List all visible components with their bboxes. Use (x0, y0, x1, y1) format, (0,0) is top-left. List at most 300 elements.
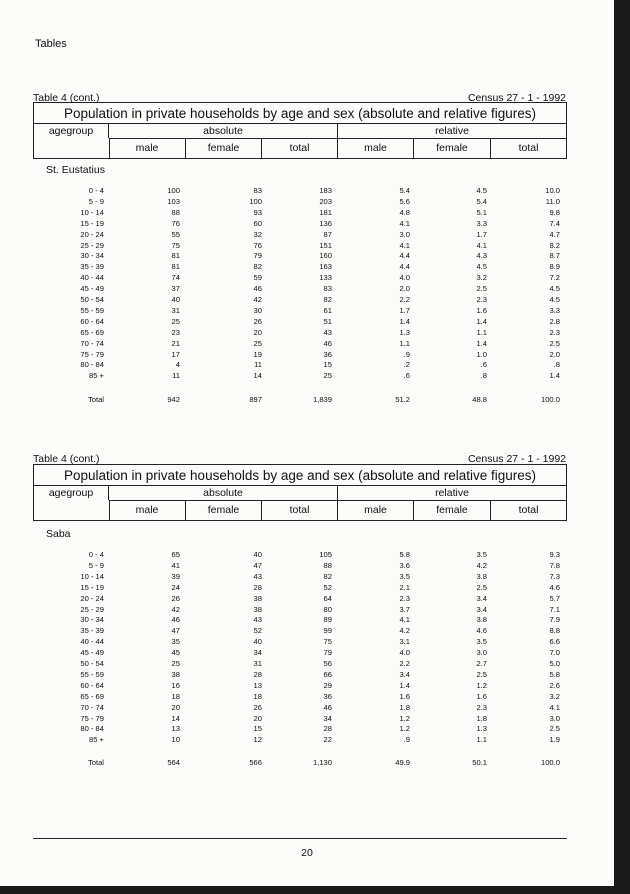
value-cell: 81 (171, 251, 180, 261)
value-cell: 43 (253, 615, 262, 625)
value-cell: 74 (171, 273, 180, 283)
value-cell: 26 (253, 702, 262, 712)
value-cell: 1.2 (399, 724, 410, 734)
value-cell: 4.1 (399, 615, 410, 625)
value-cell: 2.0 (399, 284, 410, 294)
value-cell: 47 (253, 560, 262, 570)
value-cell: 1.1 (399, 338, 410, 348)
value-cell: 82 (323, 295, 332, 304)
value-cell: 183 (319, 186, 332, 195)
value-cell: 82 (323, 571, 332, 581)
subcol-male: male (109, 138, 186, 158)
value-cell: 5.4 (476, 196, 487, 206)
census-date: Census 27 - 1 - 1992 (467, 92, 566, 104)
value-cell: 1.7 (476, 229, 487, 239)
value-cell: 28 (323, 724, 332, 734)
value-cell: 4.4 (399, 251, 410, 261)
value-cell: 21 (171, 338, 180, 348)
value-cell: 3.0 (549, 713, 560, 723)
value-cell: 20 (253, 327, 262, 337)
value-cell: 4.0 (399, 648, 410, 658)
age-group-cell: 20 - 24 (80, 229, 104, 239)
table-row (0, 262, 614, 273)
value-cell: 17 (171, 349, 180, 359)
table-row (0, 583, 614, 594)
value-cell: 4.7 (549, 229, 560, 239)
value-cell: 11 (254, 360, 262, 370)
table-row (0, 594, 614, 605)
value-cell: 2.3 (476, 702, 487, 712)
value-cell: 3.0 (476, 648, 487, 658)
value-cell: 50.1 (472, 758, 487, 767)
value-cell: 38 (171, 669, 180, 679)
value-cell: 8.7 (549, 251, 560, 261)
col-relative: relative (435, 125, 469, 137)
census-date: Census 27 - 1 - 1992 (467, 453, 566, 465)
value-cell: 3.2 (549, 691, 560, 701)
col-absolute: absolute (109, 124, 338, 138)
value-cell: 39 (171, 571, 180, 581)
age-group-cell: 35 - 39 (80, 262, 104, 272)
col-agegroup: agegroup (34, 486, 109, 500)
value-cell: 13 (253, 680, 262, 690)
value-cell: 49.9 (395, 758, 410, 767)
value-cell: 31 (171, 305, 180, 315)
value-cell: 80 (323, 604, 332, 614)
value-cell: 133 (319, 273, 332, 283)
value-cell: 1.4 (399, 316, 410, 326)
value-cell: 3.2 (476, 273, 487, 283)
value-cell: 3.0 (399, 229, 410, 239)
subcol-rel-female: female (414, 500, 491, 520)
value-cell: 1.6 (399, 691, 410, 701)
value-cell: 136 (319, 218, 332, 228)
page-number: 20 (301, 847, 313, 859)
value-cell: 1.4 (399, 680, 410, 690)
value-cell: 37 (171, 284, 180, 294)
value-cell: 2.3 (549, 327, 560, 337)
value-cell: 1.2 (476, 680, 487, 690)
table-row (0, 241, 614, 252)
value-cell: 87 (323, 229, 332, 239)
col-absolute: absolute (109, 486, 338, 500)
value-cell: 24 (171, 582, 180, 592)
table-row (0, 230, 614, 241)
age-group-cell: 25 - 29 (80, 604, 104, 614)
table-row (0, 273, 614, 284)
value-cell: 5.8 (549, 669, 560, 679)
age-group-cell: 65 - 69 (80, 691, 104, 701)
value-cell: .8 (480, 371, 487, 381)
table-row (0, 550, 614, 561)
value-cell: 5.6 (399, 196, 410, 206)
value-cell: 1.0 (476, 349, 487, 359)
value-cell: 566 (249, 758, 262, 767)
value-cell: 22 (323, 735, 332, 745)
value-cell: 1.8 (399, 702, 410, 712)
value-cell: 8.8 (549, 626, 560, 636)
table-row (0, 714, 614, 725)
value-cell: 14 (171, 713, 180, 723)
table-row (0, 360, 614, 371)
value-cell: 1,130 (312, 758, 332, 767)
col-agegroup: agegroup (34, 124, 109, 138)
value-cell: 38 (253, 604, 262, 614)
value-cell: 5.7 (549, 593, 560, 603)
value-cell: 4.2 (399, 626, 410, 636)
value-cell: 52 (323, 582, 332, 592)
age-group-cell: 30 - 34 (80, 615, 104, 625)
value-cell: 31 (253, 659, 262, 668)
value-cell: 181 (319, 207, 332, 217)
subcol-rel-total: total (518, 504, 539, 516)
value-cell: 64 (323, 593, 332, 603)
table-row (0, 371, 614, 382)
value-cell: 100 (249, 196, 262, 206)
age-group-cell: 30 - 34 (80, 251, 104, 261)
value-cell: 8.2 (549, 240, 560, 250)
value-cell: 76 (171, 218, 180, 228)
value-cell: 61 (323, 305, 332, 315)
value-cell: 47 (171, 626, 180, 636)
table-row (0, 648, 614, 659)
value-cell: 1.3 (399, 327, 410, 337)
value-cell: 1.1 (476, 735, 487, 745)
value-cell: 56 (323, 659, 332, 668)
value-cell: 20 (171, 702, 180, 712)
footer-rule (33, 838, 567, 839)
value-cell: 2.5 (549, 724, 560, 734)
age-group-cell: 20 - 24 (80, 593, 104, 603)
age-group-cell: 10 - 14 (80, 207, 104, 217)
value-cell: 60 (253, 218, 262, 228)
value-cell: 15 (323, 360, 332, 370)
value-cell: 59 (253, 273, 262, 283)
value-cell: 18 (171, 691, 180, 701)
age-group-cell: 70 - 74 (80, 338, 104, 348)
age-group-cell: 70 - 74 (80, 702, 104, 712)
table-row (0, 615, 614, 626)
value-cell: 51 (323, 316, 332, 326)
value-cell: 10 (171, 735, 180, 745)
value-cell: 46 (323, 702, 332, 712)
value-cell: 93 (253, 207, 262, 217)
table-column-headers (33, 486, 567, 521)
value-cell: 3.5 (476, 637, 487, 647)
value-cell: 1.6 (476, 305, 487, 315)
table-row (0, 561, 614, 572)
age-group-cell: 15 - 19 (80, 582, 104, 592)
age-group-cell: 45 - 49 (80, 648, 104, 658)
value-cell: 2.3 (476, 295, 487, 304)
value-cell: 4.3 (476, 251, 487, 261)
value-cell: 2.2 (399, 295, 410, 304)
value-cell: 43 (253, 571, 262, 581)
value-cell: 103 (167, 196, 180, 206)
value-cell: 1.4 (549, 371, 560, 381)
value-cell: 42 (171, 604, 180, 614)
value-cell: 2.5 (476, 284, 487, 294)
subcol-rel-male: male (338, 500, 414, 520)
value-cell: 7.1 (549, 604, 560, 614)
total-row (0, 395, 614, 406)
subcol-female: female (186, 500, 262, 520)
value-cell: 88 (323, 560, 332, 570)
table-label: Table 4 (cont.) (33, 92, 100, 104)
value-cell: 76 (253, 240, 262, 250)
region-label: St. Eustatius (46, 164, 105, 176)
value-cell: 6.6 (549, 637, 560, 647)
subcol-rel-male: male (338, 138, 414, 158)
value-cell: 29 (323, 680, 332, 690)
value-cell: 100 (167, 186, 180, 195)
table-row (0, 219, 614, 230)
value-cell: 11 (172, 371, 180, 381)
value-cell: 75 (171, 240, 180, 250)
value-cell: 2.5 (476, 582, 487, 592)
subcol-rel-female: female (414, 138, 491, 158)
value-cell: 99 (323, 626, 332, 636)
value-cell: 3.6 (399, 560, 410, 570)
value-cell: 26 (171, 593, 180, 603)
value-cell: 4.1 (399, 218, 410, 228)
value-cell: 2.5 (549, 338, 560, 348)
value-cell: 3.1 (399, 637, 410, 647)
value-cell: 52 (253, 626, 262, 636)
value-cell: 46 (323, 338, 332, 348)
total-label: Total (87, 395, 104, 404)
value-cell: 34 (323, 713, 332, 723)
value-cell: 2.8 (549, 316, 560, 326)
value-cell: .9 (403, 735, 410, 745)
value-cell: 4.5 (549, 295, 560, 304)
value-cell: 4.5 (549, 284, 560, 294)
value-cell: 25 (171, 659, 180, 668)
value-cell: 41 (171, 560, 180, 570)
age-group-cell: 40 - 44 (80, 273, 104, 283)
value-cell: 13 (171, 724, 180, 734)
value-cell: 46 (253, 284, 262, 294)
value-cell: 105 (319, 550, 332, 559)
value-cell: 43 (323, 327, 332, 337)
value-cell: 151 (319, 240, 332, 250)
value-cell: 36 (323, 349, 332, 359)
value-cell: 32 (253, 229, 262, 239)
value-cell: 1.8 (476, 713, 487, 723)
value-cell: 4.8 (399, 207, 410, 217)
value-cell: 203 (319, 196, 332, 206)
table-row (0, 284, 614, 295)
age-group-cell: 85 + (89, 735, 104, 745)
table-row (0, 328, 614, 339)
value-cell: 5.1 (476, 207, 487, 217)
value-cell: 15 (253, 724, 262, 734)
table-row (0, 670, 614, 681)
value-cell: 20 (253, 713, 262, 723)
value-cell: 3.8 (476, 571, 487, 581)
value-cell: 28 (253, 669, 262, 679)
value-cell: 4.5 (476, 186, 487, 195)
table-row (0, 572, 614, 583)
table-row (0, 681, 614, 692)
table-row (0, 626, 614, 637)
value-cell: 4.0 (399, 273, 410, 283)
age-group-cell: 25 - 29 (80, 240, 104, 250)
age-group-cell: 80 - 84 (80, 724, 104, 734)
value-cell: 75 (323, 637, 332, 647)
table-title: Population in private households by age and sex (absolute and relative figures) (33, 464, 567, 486)
age-group-cell: 10 - 14 (80, 571, 104, 581)
region-label: Saba (46, 528, 71, 540)
value-cell: 5.8 (399, 550, 410, 559)
value-cell: 40 (253, 550, 262, 559)
age-group-cell: 5 - 9 (88, 196, 104, 206)
table-row (0, 186, 614, 197)
table-row (0, 637, 614, 648)
col-relative: relative (435, 487, 469, 499)
value-cell: 564 (167, 758, 180, 767)
age-group-cell: 5 - 9 (88, 560, 104, 570)
value-cell: 79 (323, 648, 332, 658)
total-row (0, 758, 614, 769)
value-cell: 3.3 (549, 305, 560, 315)
age-group-cell: 60 - 64 (80, 316, 104, 326)
value-cell: 163 (319, 262, 332, 272)
value-cell: 4.4 (399, 262, 410, 272)
value-cell: 3.3 (476, 218, 487, 228)
value-cell: .6 (480, 360, 487, 370)
table-row (0, 208, 614, 219)
value-cell: 942 (167, 395, 180, 404)
value-cell: 65 (171, 550, 180, 559)
age-group-cell: 75 - 79 (80, 713, 104, 723)
table-row (0, 350, 614, 361)
age-group-cell: 15 - 19 (80, 218, 104, 228)
value-cell: 23 (171, 327, 180, 337)
value-cell: 897 (249, 395, 262, 404)
value-cell: 40 (171, 295, 180, 304)
value-cell: 9.8 (549, 207, 560, 217)
value-cell: .2 (403, 360, 410, 370)
value-cell: 2.7 (476, 659, 487, 668)
value-cell: 83 (323, 284, 332, 294)
value-cell: 81 (171, 262, 180, 272)
age-group-cell: 50 - 54 (80, 295, 104, 304)
value-cell: 1.9 (549, 735, 560, 745)
age-group-cell: 75 - 79 (80, 349, 104, 359)
value-cell: 35 (171, 637, 180, 647)
value-cell: 38 (253, 593, 262, 603)
table-row (0, 295, 614, 306)
value-cell: 10.0 (545, 186, 560, 195)
value-cell: 7.9 (549, 615, 560, 625)
table-row (0, 605, 614, 616)
value-cell: .9 (403, 349, 410, 359)
value-cell: 26 (253, 316, 262, 326)
value-cell: 4.2 (476, 560, 487, 570)
table-row (0, 306, 614, 317)
value-cell: 5.0 (549, 659, 560, 668)
value-cell: 3.4 (399, 669, 410, 679)
table-row (0, 692, 614, 703)
value-cell: 100.0 (540, 395, 560, 404)
subcol-total: total (262, 500, 338, 520)
value-cell: 40 (253, 637, 262, 647)
age-group-cell: 0 - 4 (88, 550, 104, 559)
value-cell: 14 (253, 371, 262, 381)
value-cell: 1.6 (476, 691, 487, 701)
value-cell: 1.7 (399, 305, 410, 315)
value-cell: 3.7 (399, 604, 410, 614)
value-cell: 12 (253, 735, 262, 745)
value-cell: 36 (323, 691, 332, 701)
value-cell: 25 (323, 371, 332, 381)
table-row (0, 659, 614, 670)
value-cell: 1,839 (312, 395, 332, 404)
value-cell: 51.2 (395, 395, 410, 404)
value-cell: 88 (171, 207, 180, 217)
table-title: Population in private households by age and sex (absolute and relative figures) (33, 102, 567, 124)
value-cell: 89 (323, 615, 332, 625)
value-cell: 25 (253, 338, 262, 348)
value-cell: 4.6 (549, 582, 560, 592)
value-cell: 19 (253, 349, 262, 359)
value-cell: 4.6 (476, 626, 487, 636)
value-cell: 4.1 (476, 240, 487, 250)
value-cell: 1.1 (476, 327, 487, 337)
table-row (0, 339, 614, 350)
age-group-cell: 80 - 84 (80, 360, 104, 370)
subcol-rel-total: total (518, 142, 539, 154)
value-cell: 25 (171, 316, 180, 326)
value-cell: 82 (253, 262, 262, 272)
value-cell: 3.5 (476, 550, 487, 559)
age-group-cell: 40 - 44 (80, 637, 104, 647)
table-row (0, 317, 614, 328)
value-cell: 3.4 (476, 593, 487, 603)
age-group-cell: 65 - 69 (80, 327, 104, 337)
value-cell: 4.1 (399, 240, 410, 250)
value-cell: 7.8 (549, 560, 560, 570)
age-group-cell: 55 - 59 (80, 669, 104, 679)
value-cell: 2.2 (399, 659, 410, 668)
table-row (0, 251, 614, 262)
table-row (0, 724, 614, 735)
value-cell: 1.4 (476, 338, 487, 348)
value-cell: 9.3 (549, 550, 560, 559)
table-row (0, 197, 614, 208)
value-cell: 7.0 (549, 648, 560, 658)
value-cell: 5.4 (399, 186, 410, 195)
value-cell: .6 (403, 371, 410, 381)
table-column-headers (33, 124, 567, 159)
value-cell: 83 (253, 186, 262, 195)
value-cell: 4 (175, 360, 180, 370)
value-cell: 160 (319, 251, 332, 261)
value-cell: 7.2 (549, 273, 560, 283)
table-row (0, 735, 614, 746)
age-group-cell: 45 - 49 (80, 284, 104, 294)
subcol-total: total (262, 138, 338, 158)
value-cell: 100.0 (540, 758, 560, 767)
value-cell: 55 (171, 229, 180, 239)
value-cell: 11.0 (545, 196, 560, 206)
value-cell: 2.0 (549, 349, 560, 359)
value-cell: 66 (323, 669, 332, 679)
section-header: Tables (35, 38, 67, 50)
value-cell: 30 (253, 305, 262, 315)
age-group-cell: 60 - 64 (80, 680, 104, 690)
